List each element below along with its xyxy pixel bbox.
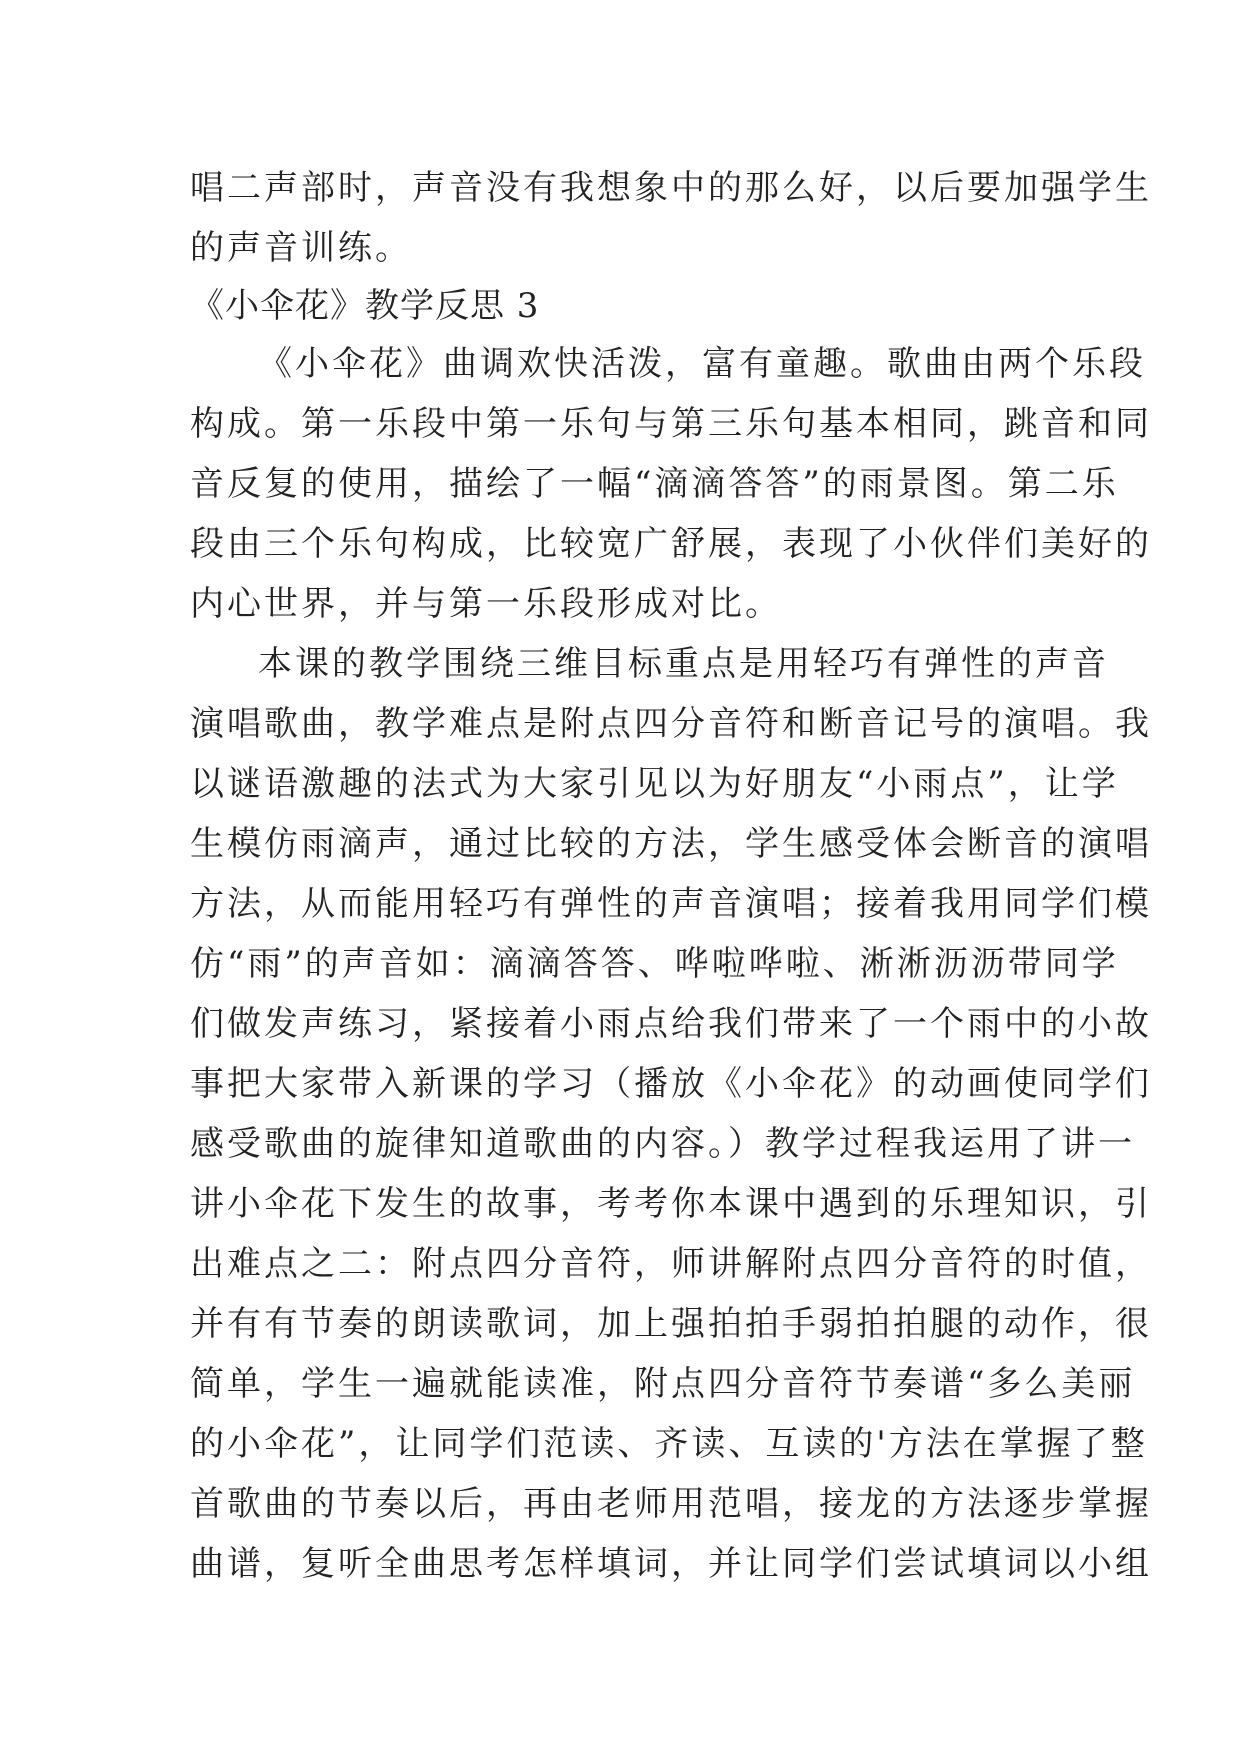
text-line: 的小伞花”，让同学们范读、齐读、互读的'方法在掌握了整 [190, 1424, 1148, 1464]
text-line: 段由三个乐句构成，比较宽广舒展，表现了小伙伴们美好的 [190, 524, 1152, 564]
text-line: 们做发声练习，紧接着小雨点给我们带来了一个雨中的小故 [190, 1004, 1152, 1044]
section-heading: 《小伞花》教学反思 3 [190, 286, 540, 326]
text-line: 曲谱，复听全曲思考怎样填词，并让同学们尝试填词以小组 [190, 1544, 1152, 1584]
opening-paragraph [190, 158, 1152, 278]
text-line: 事把大家带入新课的学习（播放《小伞花》的动画使同学们 [190, 1064, 1152, 1104]
text-line: 内心世界，并与第一乐段形成对比。 [190, 584, 782, 624]
text-line: 出难点之二：附点四分音符，师讲解附点四分音符的时值， [190, 1244, 1152, 1284]
text-line: 音反复的使用，描绘了一幅“滴滴答答”的雨景图。第二乐 [190, 464, 1119, 504]
text-line: 唱二声部时，声音没有我想象中的那么好，以后要加强学生 [190, 168, 1152, 208]
text-line: 方法，从而能用轻巧有弹性的声音演唱；接着我用同学们模 [190, 884, 1152, 924]
text-line: 的声音训练。 [190, 228, 412, 268]
document-body [190, 158, 1152, 1594]
text-line: 并有有节奏的朗读歌词，加上强拍拍手弱拍拍腿的动作，很 [190, 1304, 1152, 1344]
paragraph-2 [190, 634, 1152, 1594]
text-line: 演唱歌曲，教学难点是附点四分音符和断音记号的演唱。我 [190, 704, 1152, 744]
text-line: 以谜语激趣的法式为大家引见以为好朋友“小雨点”，让学 [190, 764, 1119, 804]
text-line: 《小伞花》曲调欢快活泼，富有童趣。歌曲由两个乐段 [258, 344, 1146, 384]
text-line: 本课的教学围绕三维目标重点是用轻巧有弹性的声音 [258, 644, 1109, 684]
text-line: 首歌曲的节奏以后，再由老师用范唱，接龙的方法逐步掌握 [190, 1484, 1152, 1524]
paragraph-1 [190, 334, 1152, 634]
text-line: 简单，学生一遍就能读准，附点四分音符节奏谱“多么美丽 [190, 1364, 1136, 1404]
text-line: 生模仿雨滴声，通过比较的方法，学生感受体会断音的演唱 [190, 824, 1152, 864]
text-line: 构成。第一乐段中第一乐句与第三乐句基本相同，跳音和同 [190, 404, 1152, 444]
text-line: 感受歌曲的旋律知道歌曲的内容。）教学过程我运用了讲一 [190, 1124, 1135, 1164]
text-line: 仿“雨”的声音如：滴滴答答、哗啦哗啦、淅淅沥沥带同学 [190, 944, 1119, 984]
text-line: 讲小伞花下发生的故事，考考你本课中遇到的乐理知识，引 [190, 1184, 1152, 1224]
